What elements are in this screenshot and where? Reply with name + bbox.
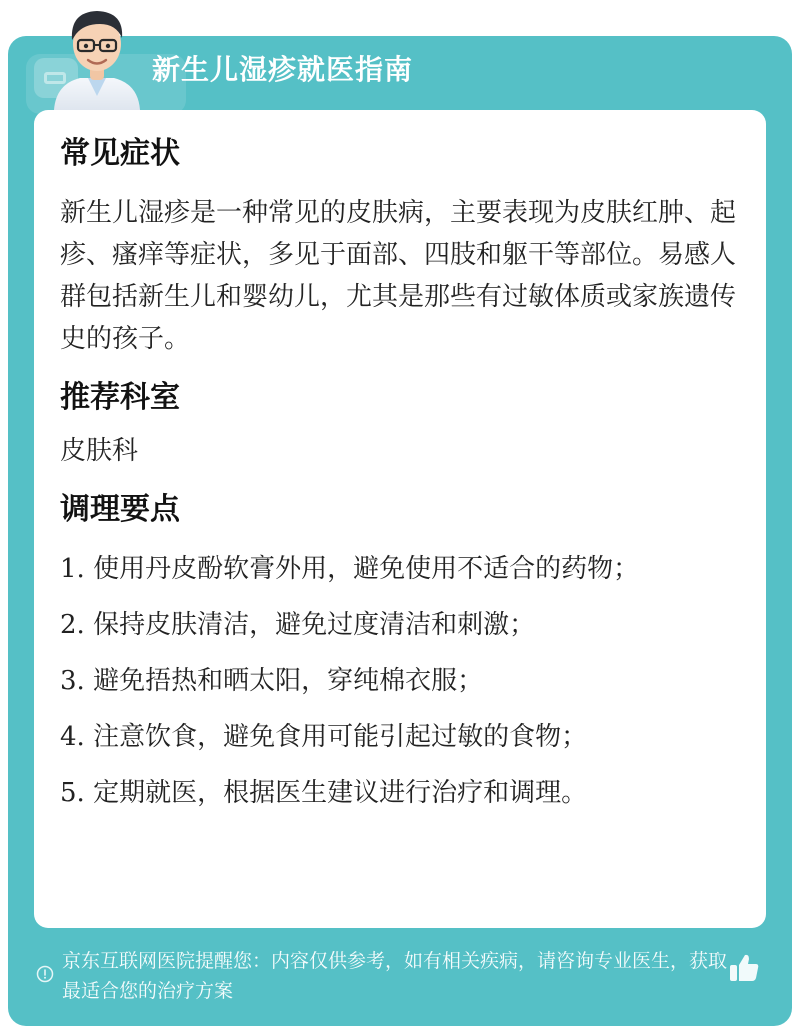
info-circle-icon: [36, 965, 54, 983]
list-number: 1.: [60, 554, 85, 584]
list-text: 保持皮肤清洁，避免过度清洁和刺激；: [93, 610, 536, 640]
care-list: [60, 548, 740, 814]
list-text: 使用丹皮酚软膏外用，避免使用不适合的药物；: [93, 554, 640, 584]
symptoms-heading: 常见症状: [60, 136, 180, 171]
thumbs-up-icon[interactable]: [726, 950, 762, 986]
page-title: 新生儿湿疹就医指南: [152, 53, 414, 86]
list-number: 4.: [60, 722, 85, 752]
list-item: [60, 660, 740, 702]
department-heading: 推荐科室: [60, 380, 180, 415]
doctor-avatar: [42, 0, 152, 110]
disclaimer-text: 京东互联网医院提醒您：内容仅供参考，如有相关疾病，请咨询专业医生，获取最适合您的治疗方案: [62, 950, 728, 1002]
department-text: 皮肤科: [60, 436, 139, 466]
footer: [8, 946, 792, 1026]
list-text: 注意饮食，避免食用可能引起过敏的食物；: [93, 722, 588, 752]
list-item: [60, 716, 740, 758]
list-item: [60, 548, 740, 590]
content-panel: [34, 110, 766, 928]
symptoms-text: 新生儿湿疹是一种常见的皮肤病，主要表现为皮肤红肿、起疹、瘙痒等症状，多见于面部、四肢和躯干等部位。易感人群包括新生儿和婴幼儿，尤其是那些有过敏体质或家族遗传史的孩子。: [60, 198, 737, 354]
list-item: [60, 604, 740, 646]
list-number: 5.: [60, 778, 85, 808]
list-text: 避免捂热和晒太阳，穿纯棉衣服；: [93, 666, 484, 696]
care-heading: 调理要点: [60, 492, 180, 527]
list-text: 定期就医，根据医生建议进行治疗和调理。: [93, 778, 588, 808]
list-number: 3.: [60, 666, 85, 696]
list-number: 2.: [60, 610, 85, 640]
list-item: [60, 772, 740, 814]
